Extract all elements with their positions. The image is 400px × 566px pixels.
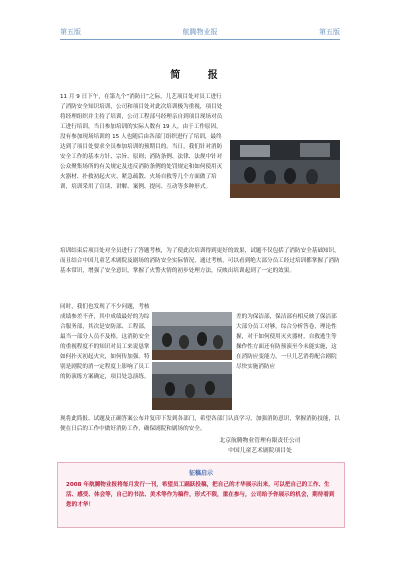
signature-line-1: 北京航腾物业管理有限责任公司 <box>219 438 301 444</box>
notice-title: 征稿启示 <box>188 470 213 477</box>
call-for-submissions-box <box>57 462 345 528</box>
paragraph-3-right: 差的为保洁部，保洁部有相反映了保洁部大部分员工对够，综合分析答卷，理论性握，对于如何使用灭火器材，自救逃生等操作性方面还有防预演至今未能实施，这在消防应变能力，一旦儿艺消将配合剧院尽快实施消防应 <box>236 314 337 370</box>
signature-line-2: 中国儿童艺术剧院项目处 <box>228 448 292 454</box>
page-title: 简 报 <box>170 70 230 81</box>
training-photo-2 <box>152 312 232 360</box>
paragraph-2: 培训结束后项目处对全员进行了答题考核，为了使此次培训得到更好的效果，试题不仅包括了消防安全基础知识，而且结合中国儿童艺术剧院及剧场的消防安全实际情况，通过考核，可以看到绝大部分员工经过培训都掌握了消防基本常识，增强了安全意识，掌握了火警火情的初步处理方法，反映出培训起到了一定的效果。 <box>60 248 340 274</box>
page-header <box>60 27 340 39</box>
newspaper-name: 航腾物业报 <box>182 28 218 36</box>
notice-body: 2008 年航腾物业报将每月发行一刊，希望员工踊跃投稿，把自己的才华展示出来，可以把自己的工作、生活、感受、体会等，自己的书法、美术等作为稿件，形式不限，重在参与，公司给予你展示的机会，期待看到您的才华！ <box>66 482 335 508</box>
training-photo-1 <box>230 140 340 198</box>
paragraph-1: 11 月 9 日下午，在第九个“消防日”之际，儿艺项目处对员工进行了消防安全知识培训，公司和项目处对此次培训极为重视，项目处将经理组织并主持了培训，公司工程部马经理亲自到项目现场对员工进行培训，当日参加培训的实际人数有 19 人，由于工作原因，没有参加现场培训的 15 人也随后由各部门组织进行了培训，最终达到了项目处要求全员参加培训的预期目的。当日，我们针对消防安全工作的基本方针、宗旨、原则；消防条例、法律、法规中针对公众聚集场所的有关规定及违反消防条例的处罚规定和如何使用灭火器材、扑救初起火灾、紧急疏散、火场自救等几个方面做了培训，培训采用了宣读、讲解、案例、提问、互动等多种形式。 <box>60 94 223 190</box>
training-photo-3 <box>152 362 232 410</box>
paragraph-4: 现将此简报、试题及正确答案公布并复印下发到各部门，希望各部门认真学习，加强消防意识，掌握消防技能，以便在日后的工作中做好消防工作，确保剧院和剧场的安全。 <box>60 416 340 432</box>
header-divider <box>60 39 340 40</box>
page-number-left: 第五版 <box>60 28 81 36</box>
paragraph-3-left: 同时，我们也发现了不少问题，考核成绩参差不齐，其中成绩最好的为综合服务部，其次是安防部、工程部，最当一部分人员不及格，这消防安全的重视程度不的知识对员工来说恳掌如何扑灭初起火灾，如何传加强。特别是剧院的消一定程度上影响了员工的防演练方案确定，项目处急演练。 <box>60 304 150 380</box>
page-number-right: 第五版 <box>319 28 340 36</box>
